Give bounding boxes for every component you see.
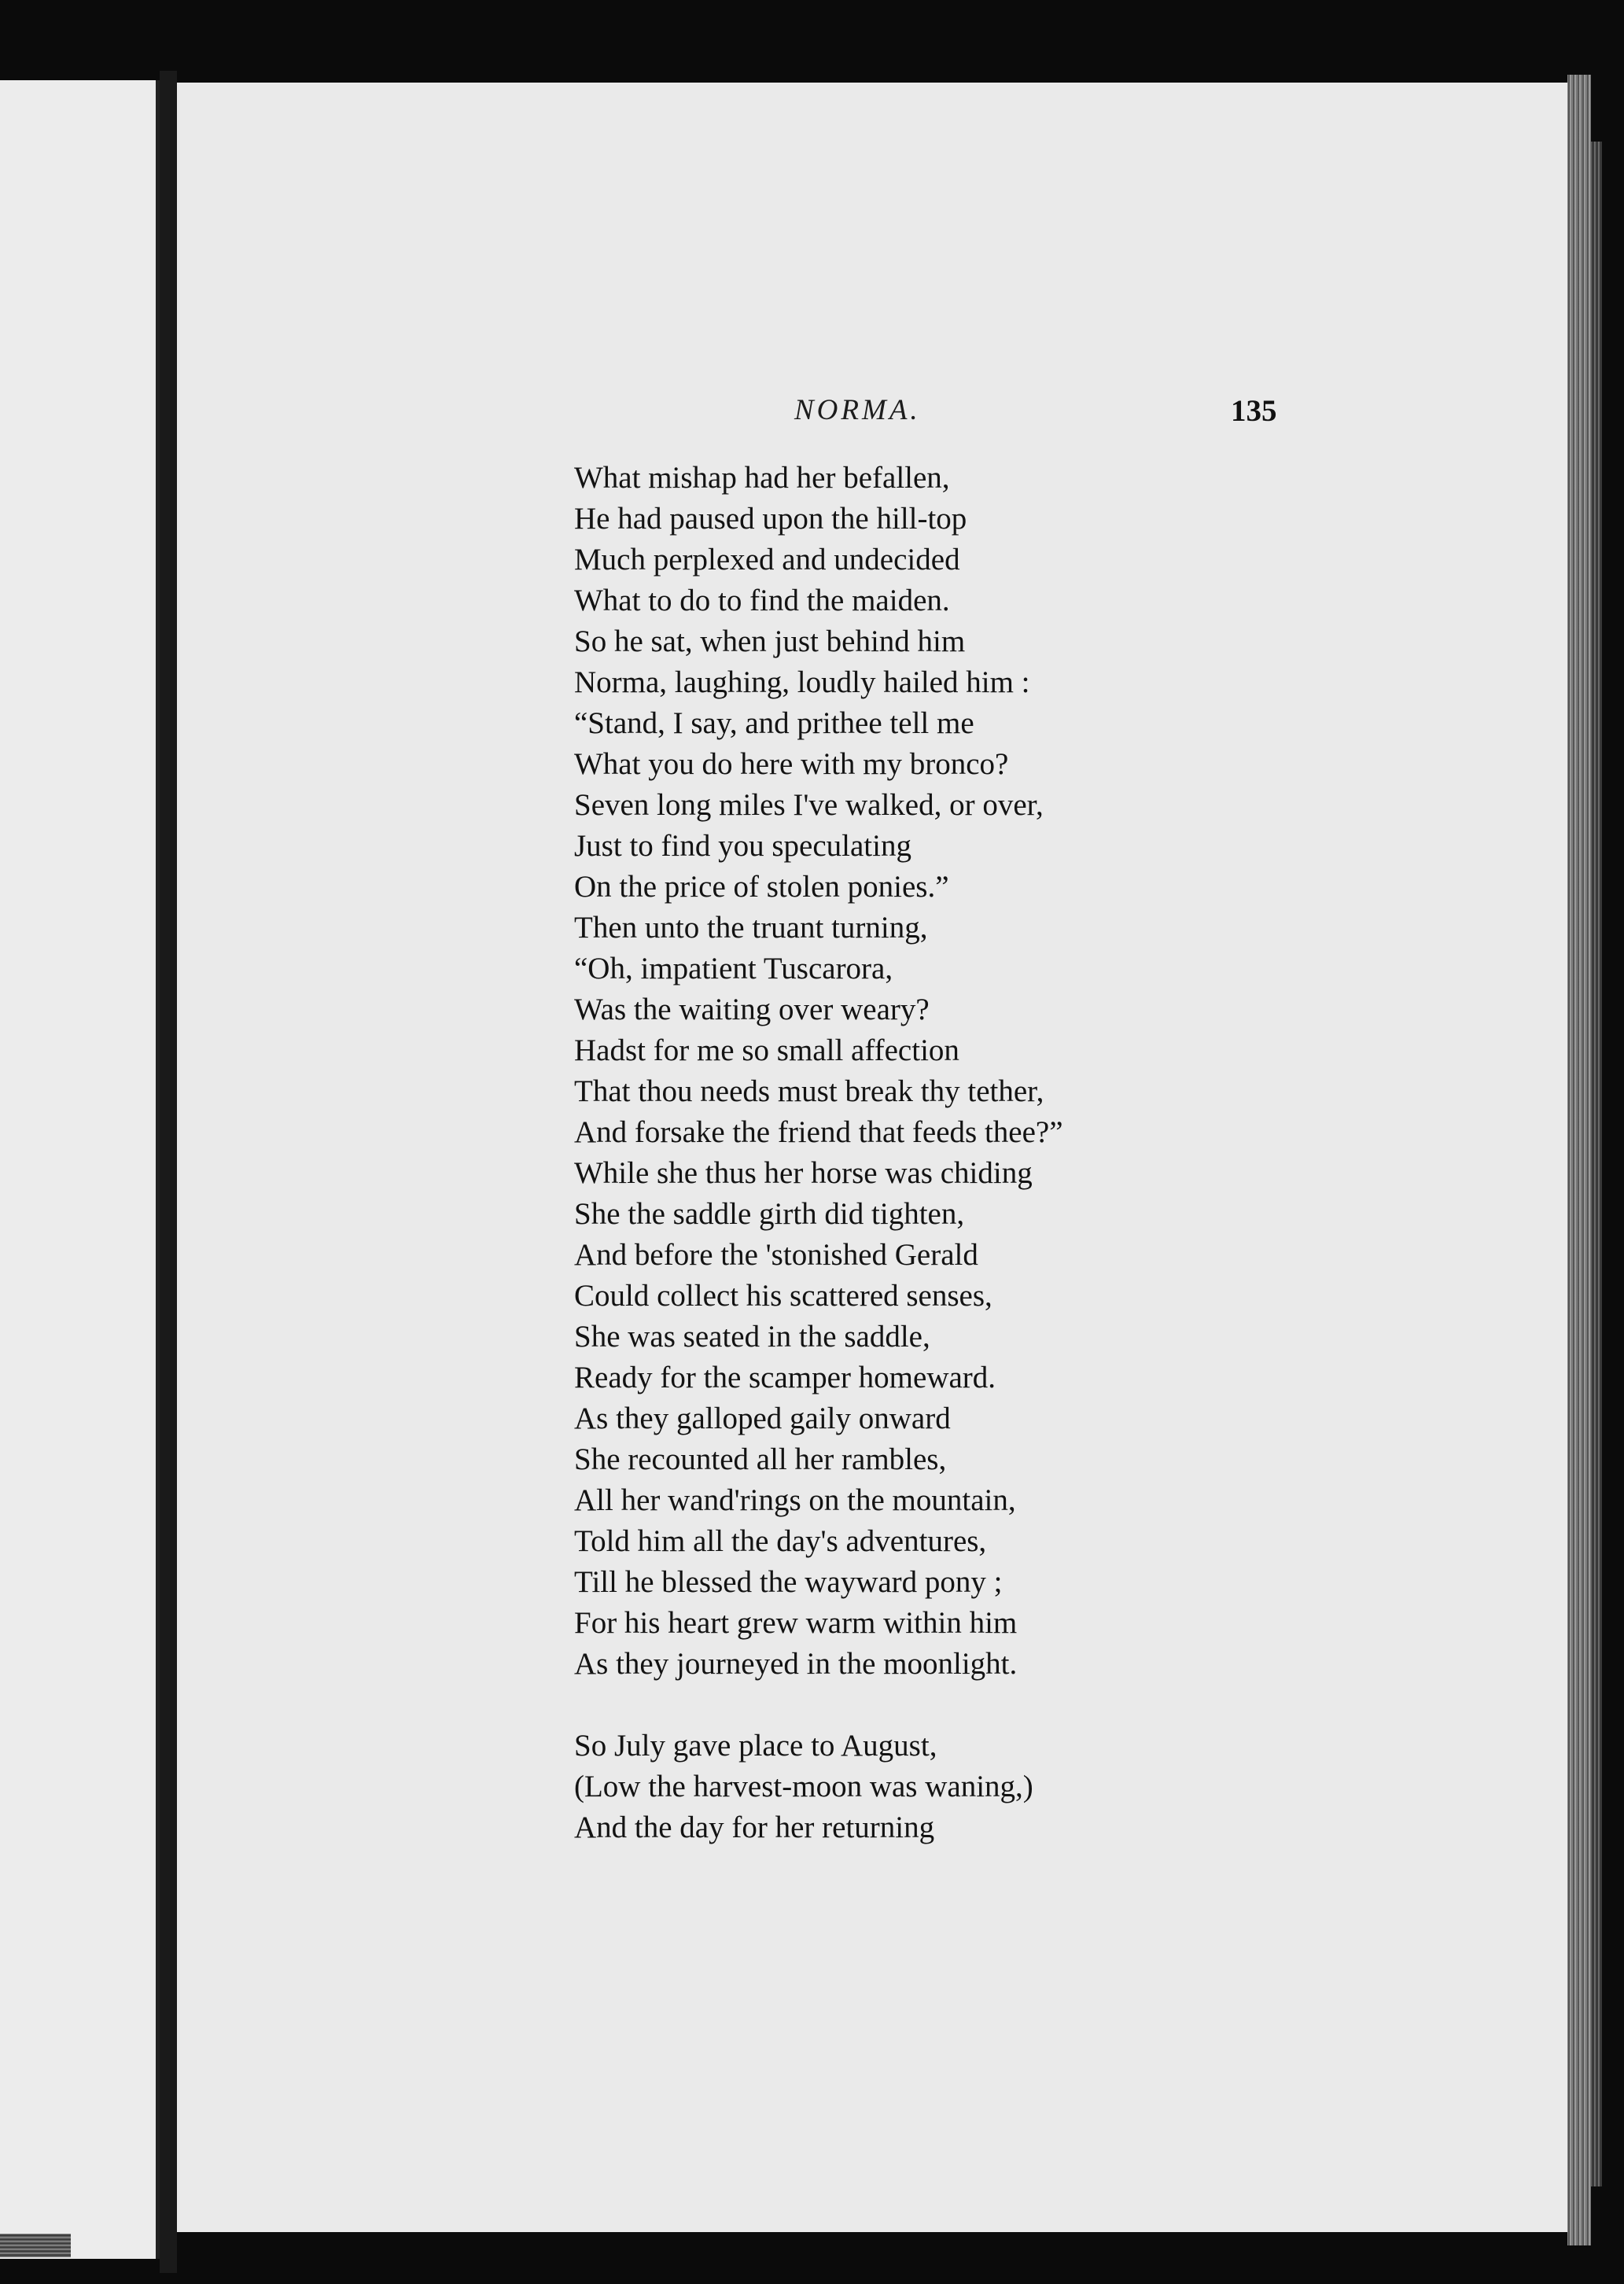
poem-line: And before the 'stonished Gerald — [574, 1238, 978, 1272]
poem-line: He had paused upon the hill-top — [574, 502, 967, 536]
page-edge — [1567, 75, 1591, 2245]
poem-line: All her wand'rings on the mountain, — [574, 1483, 1016, 1517]
poem-line: As they galloped gaily onward — [574, 1402, 951, 1435]
poem-line: Much perplexed and undecided — [574, 543, 960, 577]
poem-line: Told him all the day's adventures, — [574, 1524, 987, 1558]
left-page-margin — [0, 80, 160, 2259]
page-number: 135 — [1231, 394, 1277, 428]
poem-line: “Oh, impatient Tuscarora, — [574, 952, 893, 985]
poem-line: That thou needs must break thy tether, — [574, 1074, 1044, 1108]
poem-line: While she thus her horse was chiding — [574, 1156, 1033, 1190]
book-spine — [160, 71, 177, 2273]
poem-line: What you do here with my bronco? — [574, 747, 1009, 781]
poem-line: (Low the harvest-moon was waning,) — [574, 1770, 1033, 1803]
poem-line: She the saddle girth did tighten, — [574, 1197, 965, 1231]
running-title: NORMA. — [794, 394, 921, 426]
poem-line: Norma, laughing, loudly hailed him : — [574, 665, 1030, 699]
poem-line: Just to find you speculating — [574, 829, 911, 863]
poem-line: And the day for her returning — [574, 1811, 935, 1844]
page-header — [177, 393, 1567, 440]
poem-line: For his heart grew warm within him — [574, 1606, 1018, 1640]
poem-line: So July gave place to August, — [574, 1729, 937, 1763]
poem-line: What to do to find the maiden. — [574, 584, 950, 617]
poem-text — [574, 458, 1439, 1848]
stanza-break — [574, 1685, 1439, 1726]
poem-line: Till he blessed the wayward pony ; — [574, 1565, 1003, 1599]
poem-line: She was seated in the saddle, — [574, 1320, 930, 1354]
page-edge-outer — [1591, 142, 1602, 2186]
poem-line: Could collect his scattered senses, — [574, 1279, 992, 1313]
poem-line: “Stand, I say, and prithee tell me — [574, 706, 974, 740]
poem-line: Seven long miles I've walked, or over, — [574, 788, 1044, 822]
poem-line: And forsake the friend that feeds thee?” — [574, 1115, 1063, 1149]
poem-line: Then unto the truant turning, — [574, 911, 928, 945]
poem-line: Was the waiting over weary? — [574, 993, 930, 1026]
scan-edge-strip — [0, 2234, 71, 2257]
poem-line: She recounted all her rambles, — [574, 1442, 947, 1476]
poem-line: Hadst for me so small affection — [574, 1033, 959, 1067]
poem-line: As they journeyed in the moonlight. — [574, 1647, 1018, 1681]
poem-line: On the price of stolen ponies.” — [574, 870, 949, 904]
poem-line: Ready for the scamper homeward. — [574, 1361, 996, 1394]
poem-line: So he sat, when just behind him — [574, 624, 966, 658]
poem-line: What mishap had her befallen, — [574, 461, 950, 495]
